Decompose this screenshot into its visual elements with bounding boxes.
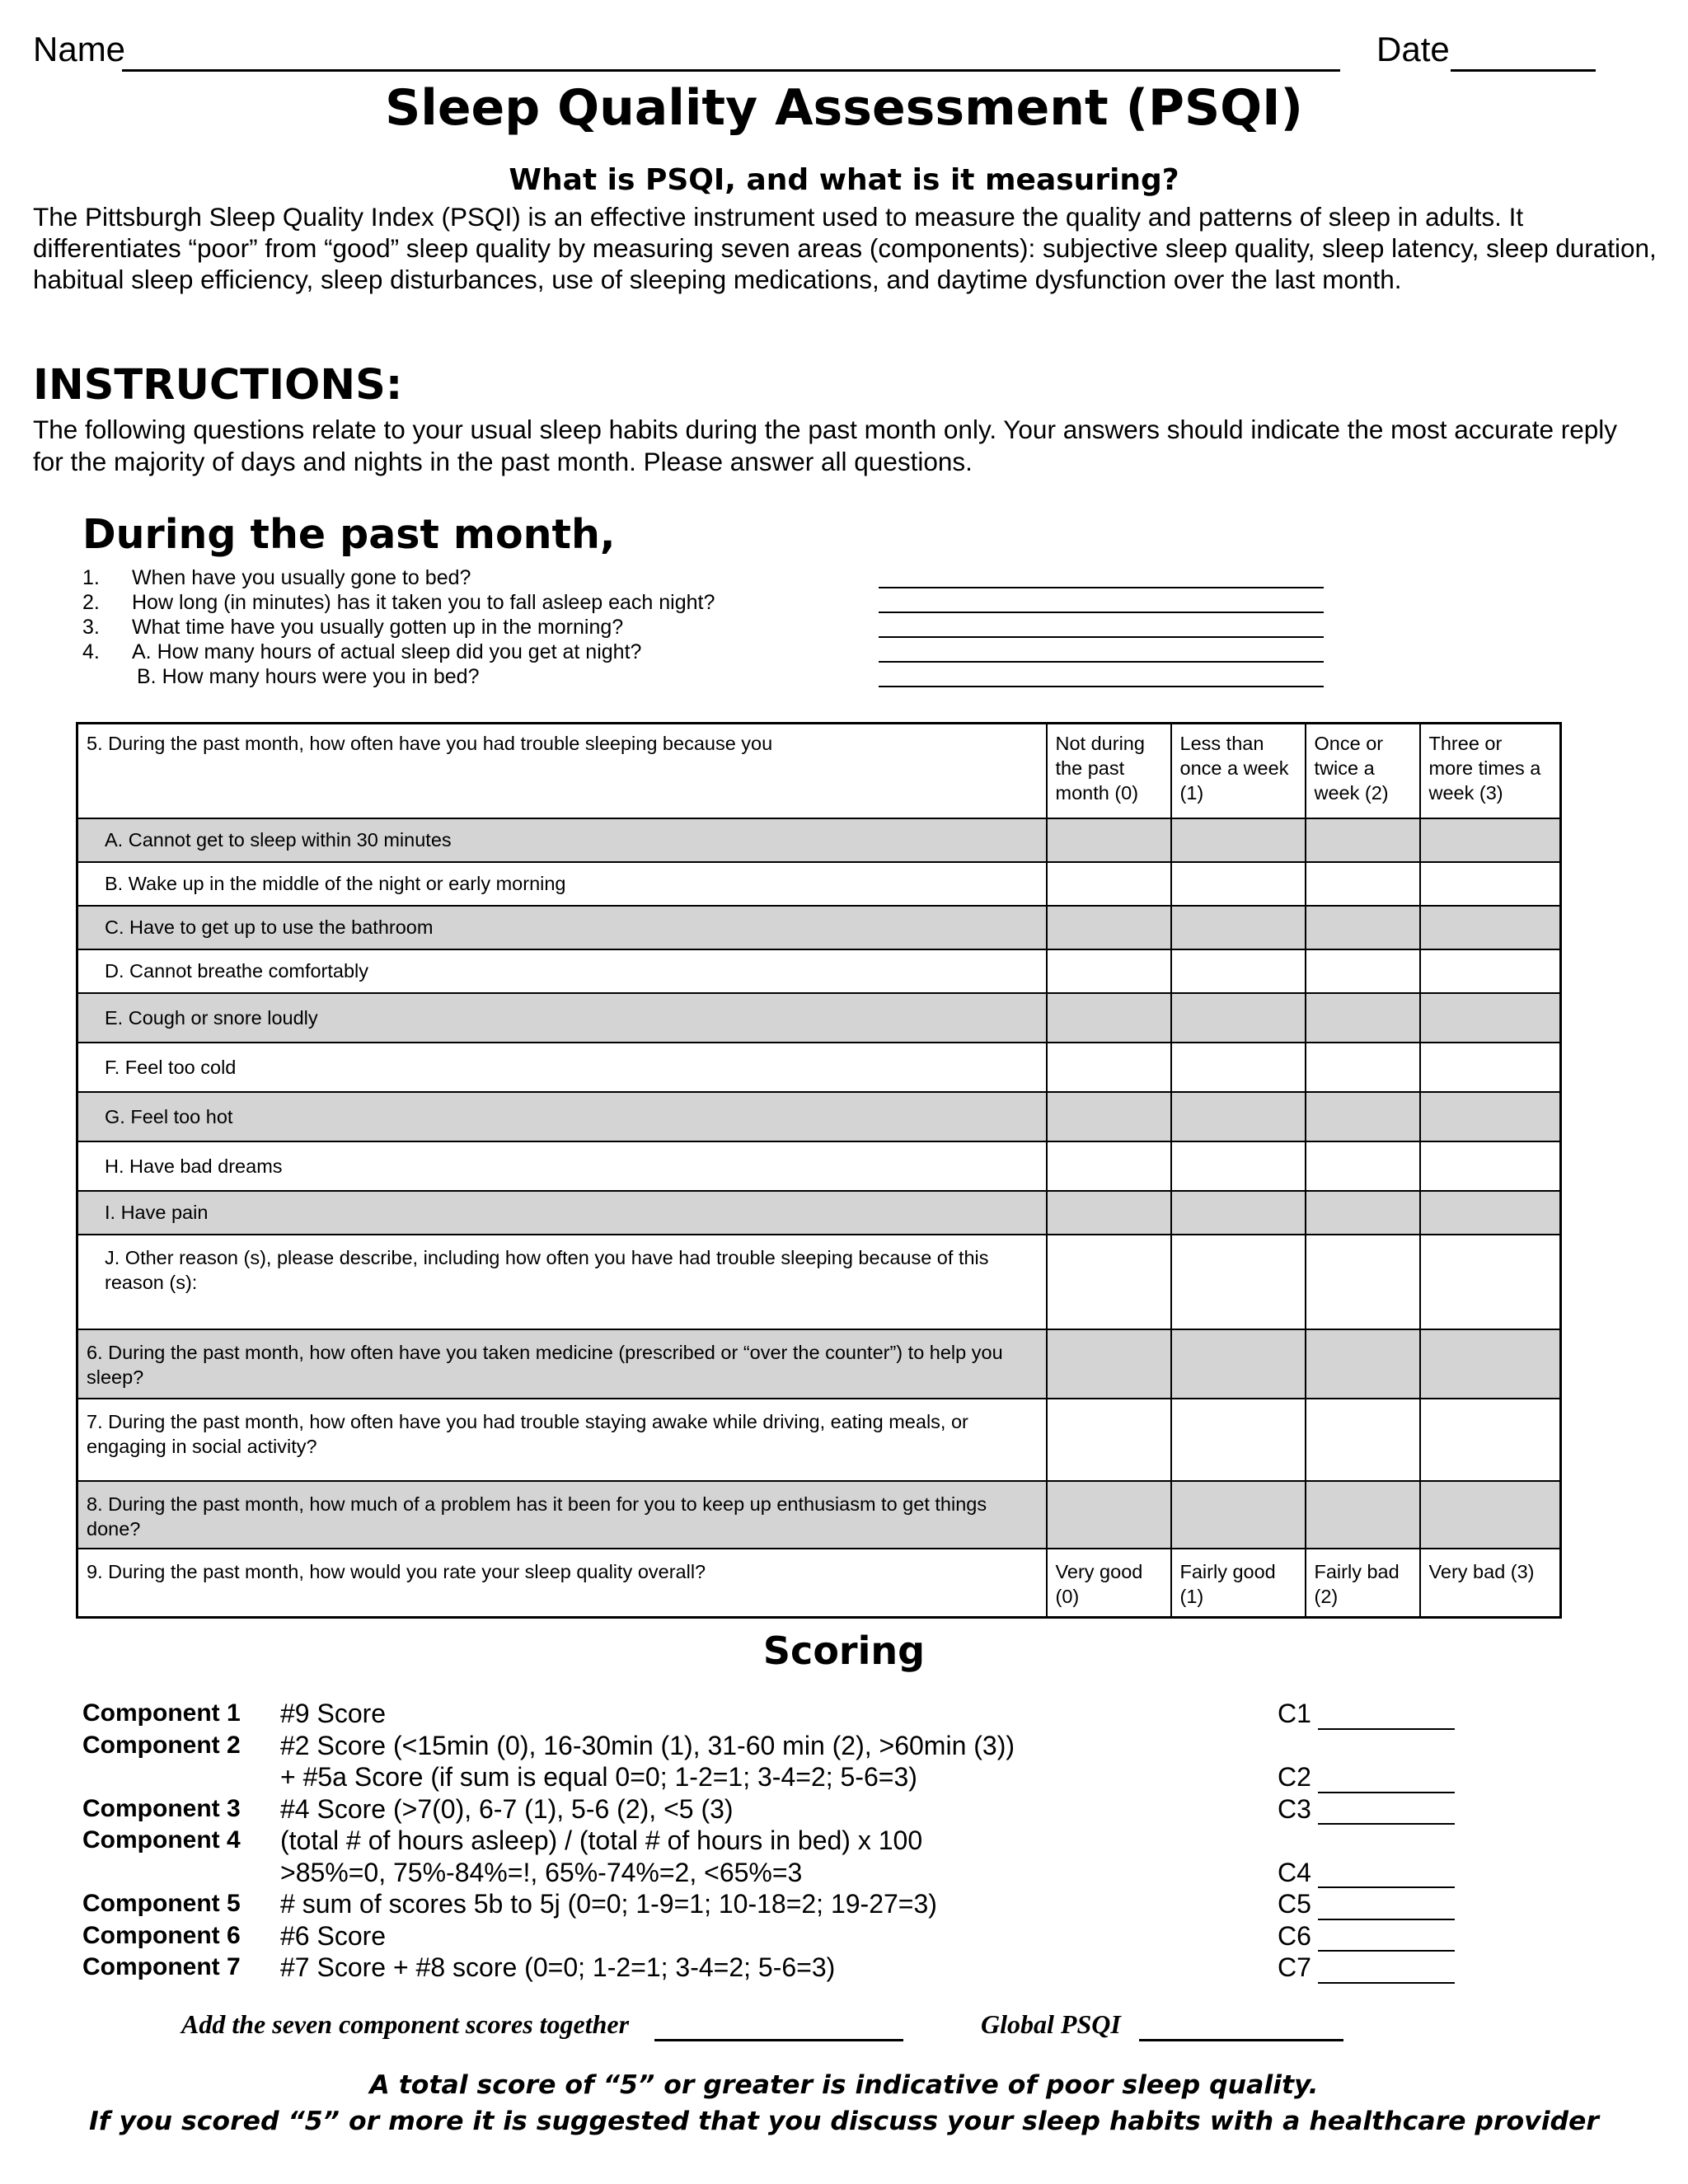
component-label: Component 1 — [82, 1699, 241, 1727]
answer-cell[interactable] — [1306, 1481, 1420, 1549]
answer-cell[interactable] — [1420, 1043, 1561, 1092]
question-7: 7. During the past month, how often have you had trouble staying awake while driving, eating meals, or engaging in social activity? — [77, 1399, 1047, 1481]
answer-cell[interactable] — [1306, 818, 1420, 862]
component-rule: #9 Score — [280, 1699, 387, 1728]
answer-cell[interactable] — [1171, 862, 1306, 906]
component-score — [1278, 1793, 1455, 1825]
answer-field-1[interactable] — [879, 587, 1324, 588]
item-5g: G. Feel too hot — [77, 1092, 1047, 1141]
answer-cell[interactable] — [1306, 1329, 1420, 1399]
question-number: 2. — [82, 591, 100, 614]
component-rule: (total # of hours asleep) / (total # of hours in bed) x 100 — [280, 1825, 923, 1855]
question-4a — [82, 640, 1335, 664]
answer-cell[interactable] — [1047, 1141, 1171, 1191]
scoring-row — [82, 1825, 1484, 1857]
table-row — [77, 1399, 1561, 1481]
answer-cell[interactable] — [1306, 906, 1420, 949]
answer-cell[interactable] — [1047, 949, 1171, 993]
question-text: A. How many hours of actual sleep did you get at night? — [132, 640, 642, 663]
scoring-row — [82, 1857, 1484, 1889]
question-4b — [82, 664, 1335, 689]
component-score — [1278, 1761, 1455, 1793]
answer-cell[interactable] — [1420, 818, 1561, 862]
item-5i: I. Have pain — [77, 1191, 1047, 1235]
answer-cell[interactable] — [1047, 818, 1171, 862]
table-row — [77, 1092, 1561, 1141]
answer-cell[interactable] — [1171, 949, 1306, 993]
component-rule: #4 Score (>7(0), 6-7 (1), 5-6 (2), <5 (3) — [280, 1793, 734, 1824]
q9-option-0[interactable]: Very good (0) — [1047, 1549, 1171, 1618]
date-label: Date — [1376, 30, 1450, 68]
col-header-3: Three or more times a week (3) — [1420, 724, 1561, 818]
answer-cell[interactable] — [1047, 1043, 1171, 1092]
col-header-0: Not during the past month (0) — [1047, 724, 1171, 818]
answer-cell[interactable] — [1420, 1329, 1561, 1399]
question-2 — [82, 590, 1335, 615]
answer-cell[interactable] — [1171, 1043, 1306, 1092]
table-row — [77, 1329, 1561, 1399]
name-field[interactable] — [122, 69, 1340, 72]
q9-option-3[interactable]: Very bad (3) — [1420, 1549, 1561, 1618]
answer-cell[interactable] — [1171, 818, 1306, 862]
answer-cell[interactable] — [1306, 1235, 1420, 1329]
instructions-text: The following questions relate to your usual sleep habits during the past month only. Your answers should indicate the most accurate reply for the majority of days and nights in the past month. Please answer all questions. — [33, 415, 1618, 476]
answer-cell[interactable] — [1171, 906, 1306, 949]
score-field-c2[interactable] — [1318, 1767, 1455, 1793]
answer-cell[interactable] — [1171, 1399, 1306, 1481]
question-8: 8. During the past month, how much of a problem has it been for you to keep up enthusiasm to get things done? — [77, 1481, 1047, 1549]
answer-cell[interactable] — [1420, 1481, 1561, 1549]
item-5h: H. Have bad dreams — [77, 1141, 1047, 1191]
answer-cell[interactable] — [1047, 1481, 1171, 1549]
answer-field-2[interactable] — [879, 612, 1324, 613]
instructions-heading: INSTRUCTIONS: — [33, 361, 403, 410]
component-code: C6 — [1278, 1920, 1311, 1951]
footer-note-1: A total score of “5” or greater is indicative of poor sleep quality. — [369, 2070, 1319, 2100]
component-score — [1278, 1920, 1455, 1952]
table-row — [77, 906, 1561, 949]
scoring-row — [82, 1888, 1484, 1920]
component-rule: >85%=0, 75%-84%=!, 65%-74%=2, <65%=3 — [280, 1857, 803, 1887]
score-field-c5[interactable] — [1318, 1894, 1455, 1920]
col-header-1: Less than once a week (1) — [1171, 724, 1306, 818]
table-row — [77, 1043, 1561, 1092]
footer-note-2: If you scored “5” or more it is suggested that you discuss your sleep habits with a healthcare provider — [89, 2107, 1599, 2136]
score-field-c7[interactable] — [1318, 1957, 1455, 1984]
answer-cell[interactable] — [1171, 1329, 1306, 1399]
score-field-c4[interactable] — [1318, 1862, 1455, 1888]
answer-cell[interactable] — [1047, 1329, 1171, 1399]
component-rule: # sum of scores 5b to 5j (0=0; 1-9=1; 10-18=2; 19-27=3) — [280, 1889, 937, 1919]
name-date-row — [33, 30, 1615, 76]
table-row — [77, 862, 1561, 906]
answer-cell[interactable] — [1171, 1092, 1306, 1141]
item-5f: F. Feel too cold — [77, 1043, 1047, 1092]
item-5d: D. Cannot breathe comfortably — [77, 949, 1047, 993]
date-field[interactable] — [1451, 69, 1596, 72]
answer-cell[interactable] — [1420, 993, 1561, 1043]
component-label: Component 4 — [82, 1826, 241, 1854]
answer-cell[interactable] — [1047, 862, 1171, 906]
q5-header: 5. During the past month, how often have you had trouble sleeping because you — [77, 724, 1047, 818]
scoring-list — [82, 1698, 1484, 1984]
component-rule: + #5a Score (if sum is equal 0=0; 1-2=1; 3-4=2; 5-6=3) — [280, 1762, 917, 1792]
table-row — [77, 1481, 1561, 1549]
item-5a: A. Cannot get to sleep within 30 minutes — [77, 818, 1047, 862]
question-text: B. How many hours were you in bed? — [137, 665, 480, 688]
score-field-c1[interactable] — [1318, 1704, 1455, 1730]
table-row — [77, 818, 1561, 862]
answer-cell[interactable] — [1171, 1141, 1306, 1191]
answer-cell[interactable] — [1420, 949, 1561, 993]
table-row — [77, 1235, 1561, 1329]
table-row — [77, 1141, 1561, 1191]
table-row — [77, 949, 1561, 993]
scoring-row — [82, 1730, 1484, 1762]
question-text: What time have you usually gotten up in the morning? — [132, 616, 624, 639]
question-3 — [82, 615, 1335, 640]
total-row — [181, 2009, 1418, 2050]
component-score — [1278, 1698, 1455, 1730]
component-score — [1278, 1888, 1455, 1920]
name-label: Name — [33, 30, 126, 68]
component-code: C7 — [1278, 1952, 1311, 1982]
answer-field-3[interactable] — [879, 636, 1324, 638]
global-psqi-label: Global PSQI — [981, 2009, 1121, 2039]
intro-paragraph: The Pittsburgh Sleep Quality Index (PSQI) is an effective instrument used to measure the quality and patterns of sleep in adults. It differentiates “poor” from “good” sleep quality by measuring seven areas (components): subjective sleep quality, sleep latency, sleep duration, habitual sleep efficiency, sleep disturbances, use of sleeping medications, and daytime dysfunction over the last month. — [33, 202, 1657, 294]
scoring-heading: Scoring — [762, 1629, 926, 1673]
component-label: Component 3 — [82, 1794, 241, 1822]
answer-field-4b[interactable] — [879, 686, 1324, 687]
frequency-table — [76, 722, 1562, 1619]
scoring-row — [82, 1698, 1484, 1730]
scoring-row — [82, 1793, 1484, 1825]
answer-cell[interactable] — [1306, 1191, 1420, 1235]
question-number: 4. — [82, 640, 100, 663]
component-label: Component 5 — [82, 1890, 241, 1917]
answer-cell[interactable] — [1047, 993, 1171, 1043]
component-label: Component 7 — [82, 1953, 241, 1980]
answer-cell[interactable] — [1420, 1191, 1561, 1235]
component-code: C3 — [1278, 1793, 1311, 1824]
scoring-row — [82, 1920, 1484, 1952]
component-code: C5 — [1278, 1889, 1311, 1919]
answer-cell[interactable] — [1306, 1141, 1420, 1191]
answer-cell[interactable] — [1420, 1399, 1561, 1481]
item-5j: J. Other reason (s), please describe, including how often you have had trouble sleeping because of this reason (s): — [77, 1235, 1047, 1329]
past-month-heading: During the past month, — [82, 511, 616, 558]
component-rule: #7 Score + #8 score (0=0; 1-2=1; 3-4=2; 5-6=3) — [280, 1952, 836, 1982]
question-list — [82, 565, 1335, 689]
sum-field[interactable] — [654, 2039, 903, 2041]
answer-field-4a[interactable] — [879, 661, 1324, 663]
component-label: Component 2 — [82, 1731, 241, 1759]
table-row — [77, 993, 1561, 1043]
item-5e: E. Cough or snore loudly — [77, 993, 1047, 1043]
question-text: How long (in minutes) has it taken you to fall asleep each night? — [132, 591, 715, 614]
page-title: Sleep Quality Assessment (PSQI) — [385, 79, 1303, 137]
component-code: C4 — [1278, 1857, 1311, 1887]
score-field-c6[interactable] — [1318, 1925, 1455, 1952]
answer-cell[interactable] — [1306, 1092, 1420, 1141]
answer-cell[interactable] — [1047, 1399, 1171, 1481]
answer-cell[interactable] — [1306, 1399, 1420, 1481]
table-header-row — [77, 724, 1561, 818]
answer-cell[interactable] — [1306, 1043, 1420, 1092]
answer-cell[interactable] — [1420, 1092, 1561, 1141]
q9-option-2[interactable]: Fairly bad (2) — [1306, 1549, 1420, 1618]
table-row — [77, 1191, 1561, 1235]
answer-cell[interactable] — [1047, 1235, 1171, 1329]
global-psqi-field[interactable] — [1139, 2039, 1343, 2041]
question-6: 6. During the past month, how often have you taken medicine (prescribed or “over the counter”) to help you sleep? — [77, 1329, 1047, 1399]
answer-cell[interactable] — [1420, 906, 1561, 949]
component-label: Component 6 — [82, 1921, 241, 1949]
answer-cell[interactable] — [1306, 862, 1420, 906]
component-score — [1278, 1857, 1455, 1889]
component-rule: #2 Score (<15min (0), 16-30min (1), 31-60 min (2), >60min (3)) — [280, 1730, 1015, 1760]
component-code: C1 — [1278, 1699, 1311, 1728]
answer-cell[interactable] — [1047, 1092, 1171, 1141]
component-score — [1278, 1952, 1455, 1984]
answer-cell[interactable] — [1171, 1235, 1306, 1329]
scoring-row — [82, 1761, 1484, 1793]
table-row — [77, 1549, 1561, 1618]
col-header-2: Once or twice a week (2) — [1306, 724, 1420, 818]
answer-cell[interactable] — [1420, 862, 1561, 906]
scoring-row — [82, 1952, 1484, 1984]
answer-cell[interactable] — [1171, 993, 1306, 1043]
q9-option-1[interactable]: Fairly good (1) — [1171, 1549, 1306, 1618]
question-number: 1. — [82, 566, 100, 589]
item-5c: C. Have to get up to use the bathroom — [77, 906, 1047, 949]
answer-cell[interactable] — [1047, 1191, 1171, 1235]
answer-cell[interactable] — [1420, 1235, 1561, 1329]
answer-cell[interactable] — [1420, 1141, 1561, 1191]
question-number: 3. — [82, 616, 100, 639]
answer-cell[interactable] — [1306, 993, 1420, 1043]
answer-cell[interactable] — [1047, 906, 1171, 949]
page-subtitle: What is PSQI, and what is it measuring? — [509, 163, 1179, 197]
question-9: 9. During the past month, how would you rate your sleep quality overall? — [77, 1549, 1047, 1618]
answer-cell[interactable] — [1171, 1481, 1306, 1549]
question-text: When have you usually gone to bed? — [132, 566, 471, 589]
sum-label: Add the seven component scores together — [181, 2009, 630, 2039]
item-5b: B. Wake up in the middle of the night or early morning — [77, 862, 1047, 906]
question-1 — [82, 565, 1335, 590]
answer-cell[interactable] — [1171, 1191, 1306, 1235]
answer-cell[interactable] — [1306, 949, 1420, 993]
score-field-c3[interactable] — [1318, 1798, 1455, 1825]
component-code: C2 — [1278, 1762, 1311, 1792]
component-rule: #6 Score — [280, 1920, 387, 1951]
